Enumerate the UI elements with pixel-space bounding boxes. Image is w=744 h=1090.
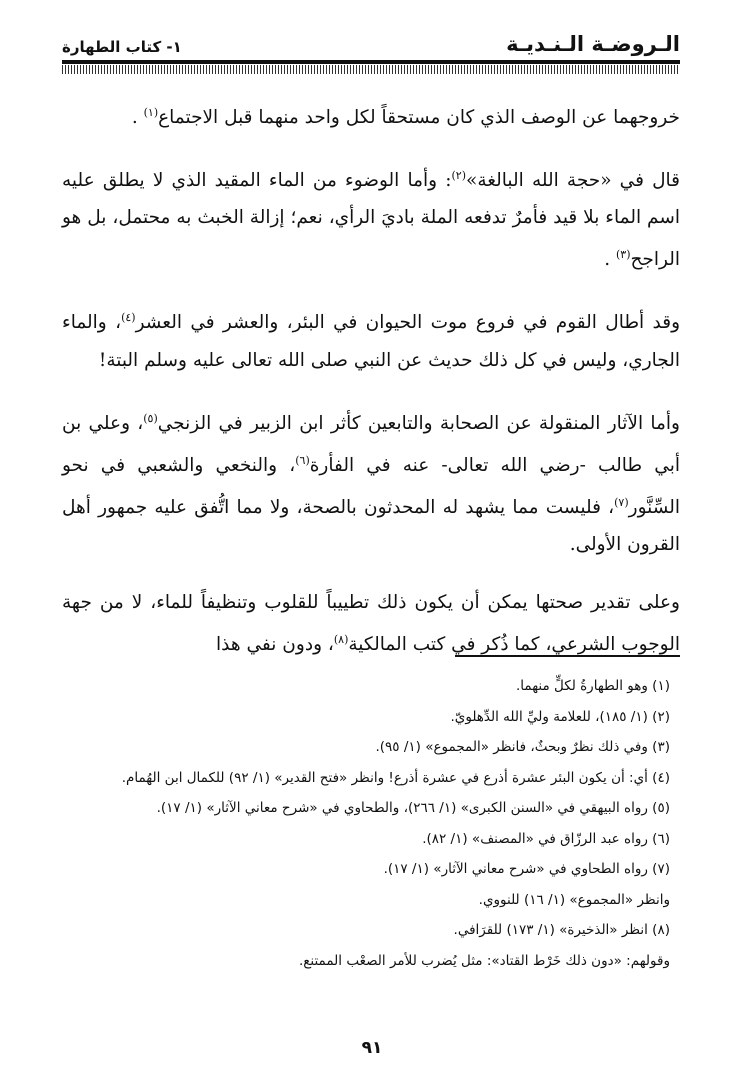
footnote-ref: (٨): [333, 633, 349, 647]
footnote-5: (٥) رواه البيهقي في «السنن الكبرى» (١/ ٢٦٦)، والطحاوي في «شرح معاني الآثار» (١/ ١٧).: [156, 800, 670, 816]
paragraph-1: خروجهما عن الوصف الذي كان مستحقاً لكل واحد منهما قبل الاجتماع$^{(١)}$ .: [131, 106, 680, 129]
footnote-6: (٦) رواه عبد الرزّاق في «المصنف» (١/ ٨٢).: [422, 830, 670, 847]
footnote-ref: (٥): [143, 411, 158, 425]
footnote-8-continued: وقولهم: «دون ذلك خَرْط القتاد»: مثل يُضرب للأمر الصعْب الممتنع.: [298, 952, 670, 969]
header-hatch-band: [62, 65, 680, 74]
footnote-ref: (١): [143, 106, 159, 119]
paragraph-2: قال في «حجة الله البالغة»$^{(٢)}$: وأما الوضوء من الماء المقيد الذي لا يطلق عليه اسم الماء بلا قيد فأمرٌ تدفعه الملة باديَ الرأي، نعم؛ إزالة الخبث به محتمل، بل هو الراجح$^{(٣)}$ .: [62, 169, 681, 271]
footnote-separator: [455, 655, 680, 657]
page-number: ٩١: [361, 1038, 383, 1058]
paragraph-5: وعلى تقدير صحتها يمكن أن يكون ذلك تطييباً للقلوب وتنظيفاً للماء، لا من جهة الوجوب الشرعي، كما ذُكر في كتب المالكية$^{(٨)}$، ودون نفي هذا: [62, 592, 680, 656]
footnote-ref: (٢): [451, 169, 466, 183]
paragraph-4: وأما الآثار المنقولة عن الصحابة والتابعين كأثر ابن الزبير في الزنجي$^{(٥)}$، وعلي بن أبي طالب -رضي الله تعالى- عنه في الفأرة$^{(٦)}$، والنخعي والشعبي في نحو السِّنَّور$^{(٧)}$، فليست مما يشهد له المحدثون بالصحة، ولا مما اتُّفق عليه جمهور أهل القرون الأولى.: [62, 411, 681, 556]
book-title: الـروضـة الـنـديـة: [506, 32, 680, 56]
footnote-8: (٨) انظر «الذخيرة» (١/ ١٧٣) للقرَافي.: [453, 922, 670, 938]
chapter-title: ١- كتاب الطهارة: [62, 38, 182, 56]
header-rule: [62, 60, 680, 64]
footnote-ref: (٣): [615, 248, 631, 262]
footnote-ref: (٦): [295, 453, 310, 467]
running-header: [62, 30, 680, 58]
main-text: [62, 94, 680, 684]
paragraph-3: وقد أطال القوم في فروع موت الحيوان في البئر، والعشر في العشر$^{(٤)}$، والماء الجاري، وليس في كل ذلك حديث عن النبي صلى الله تعالى عليه وسلم البتة!: [62, 311, 681, 371]
footnote-3: (٣) وفي ذلك نظرٌ وبحثٌ، فانظر «المجموع» (١/ ٩٥).: [375, 739, 670, 755]
footnote-4: (٤) أي: أن يكون البئر عشرة أذرع في عشرة أذرع! وانظر «فتح القدير» (١/ ٩٢) للكمال ابن الهُمام.: [121, 769, 670, 786]
footnote-7-continued: وانظر «المجموع» (١/ ١٦) للنووي.: [478, 891, 670, 908]
footnote-7: (٧) رواه الطحاوي في «شرح معاني الآثار» (١/ ١٧).: [383, 861, 670, 877]
footnote-ref: (٤): [121, 311, 136, 325]
footnote-1: (١) وهو الطهارةُ لكلٍّ منهما.: [516, 678, 670, 694]
footnote-2: (٢) (١/ ١٨٥)، للعلامة وليِّ الله الدِّهلويّ.: [450, 708, 670, 725]
footnotes: [62, 671, 670, 976]
footnote-ref: (٧): [614, 495, 629, 509]
